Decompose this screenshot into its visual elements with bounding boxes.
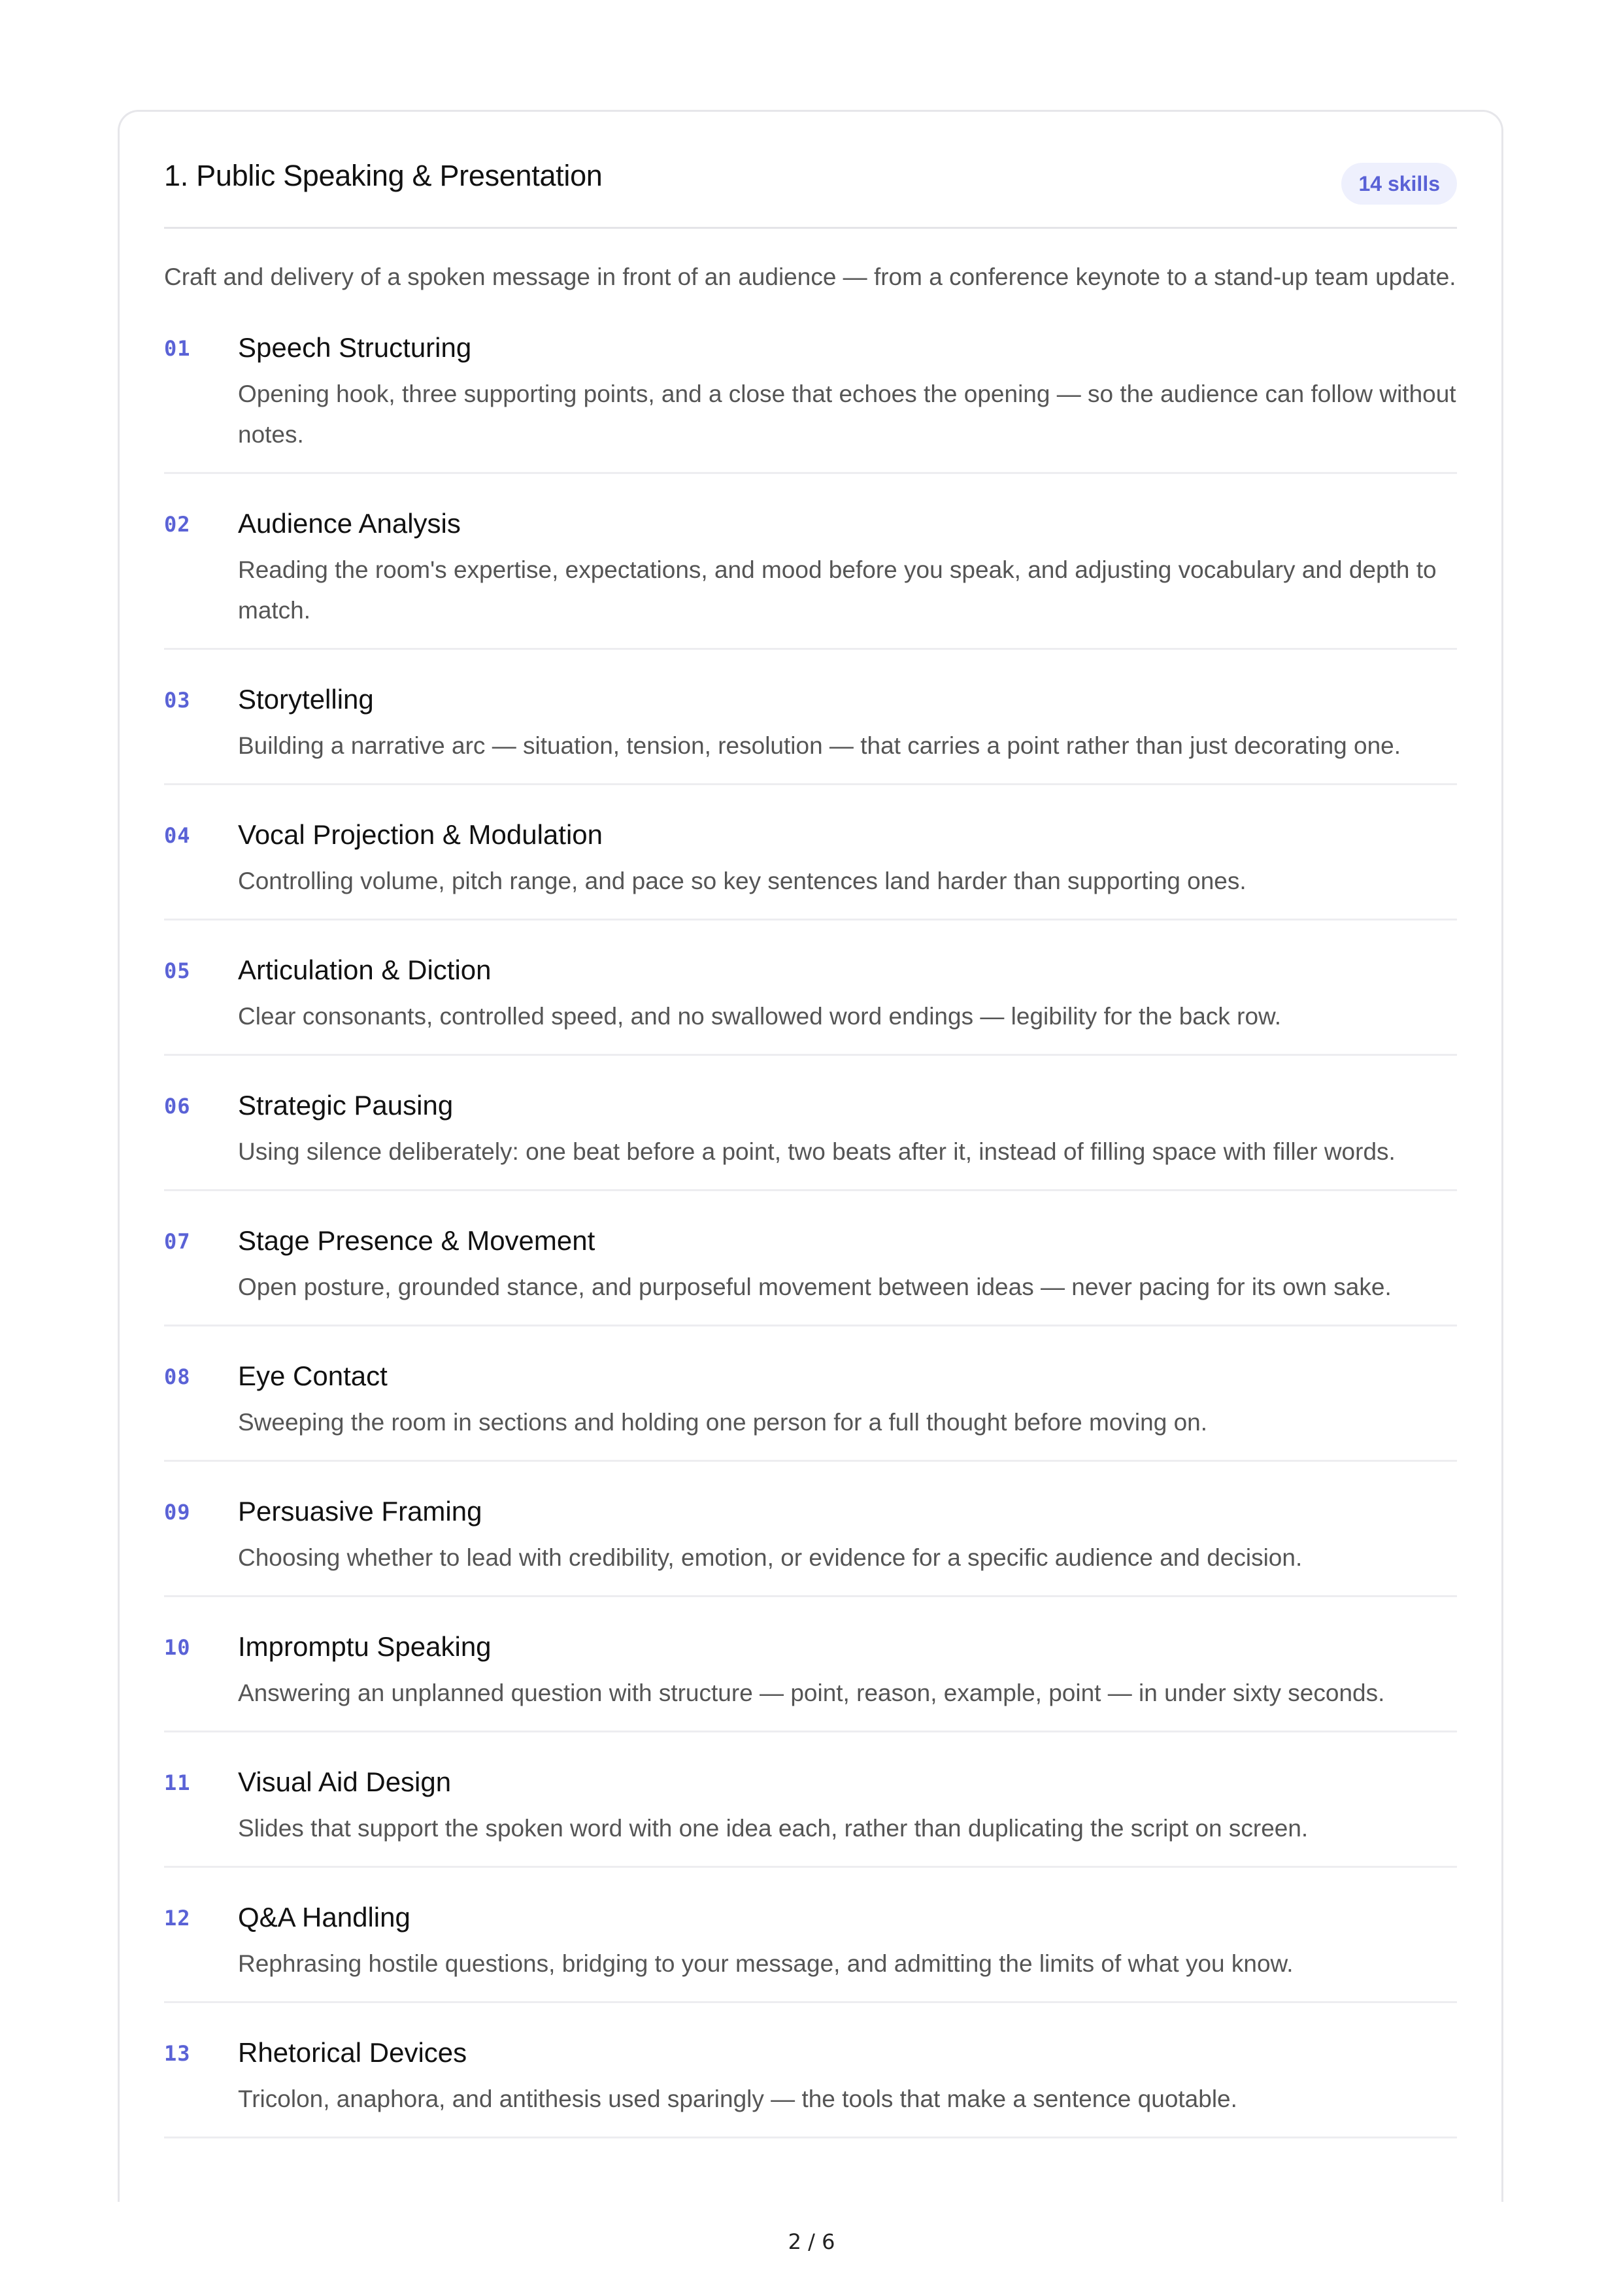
skill-title: Strategic Pausing <box>238 1090 454 1121</box>
skill-description: Slides that support the spoken word with one idea each, rather than duplicating the script on screen. <box>238 1815 1309 1842</box>
page-number: 2 / 6 <box>788 2229 835 2254</box>
skill-number: 05 <box>164 958 191 983</box>
skill-item <box>164 1326 1457 1462</box>
skill-description: Answering an unplanned question with structure — point, reason, example, point — in under sixty seconds. <box>238 1680 1385 1706</box>
section-title: 1. Public Speaking & Presentation <box>164 159 603 192</box>
skill-title: Persuasive Framing <box>238 1496 482 1527</box>
skill-item <box>164 920 1457 1056</box>
section-card-content <box>164 112 1457 2138</box>
skill-item <box>164 650 1457 785</box>
skill-title: Storytelling <box>238 684 374 715</box>
skill-description: Clear consonants, controlled speed, and no swallowed word endings — legibility for the back row. <box>238 1003 1282 1030</box>
skill-title: Vocal Projection & Modulation <box>238 819 603 850</box>
skill-description: Sweeping the room in sections and holding one person for a full thought before moving on. <box>238 1409 1208 1436</box>
skill-item <box>164 1868 1457 2003</box>
skill-number: 01 <box>164 336 191 361</box>
skill-description: Opening hook, three supporting points, and a close that echoes the opening — so the audience can follow without notes. <box>238 380 1456 448</box>
skill-title: Q&A Handling <box>238 1902 410 1933</box>
skill-title: Eye Contact <box>238 1360 388 1391</box>
section-card <box>118 110 1503 2202</box>
skill-description: Rephrasing hostile questions, bridging to your message, and admitting the limits of what you know. <box>238 1950 1294 1977</box>
skill-number: 04 <box>164 823 191 848</box>
skill-item <box>164 785 1457 920</box>
skill-description: Reading the room's expertise, expectations, and mood before you speak, and adjusting vocabulary and depth to match. <box>238 556 1437 624</box>
section-intro: Craft and delivery of a spoken message in front of an audience — from a conference keynote to a stand-up team update. <box>164 263 1456 290</box>
skill-description: Choosing whether to lead with credibility, emotion, or evidence for a specific audience and decision. <box>238 1544 1303 1571</box>
skill-item <box>164 1732 1457 1868</box>
skill-title: Articulation & Diction <box>238 954 492 985</box>
skill-title: Speech Structuring <box>238 332 472 363</box>
skill-number: 06 <box>164 1094 191 1119</box>
skill-item <box>164 2003 1457 2138</box>
section-header <box>164 112 1457 229</box>
skill-item <box>164 1191 1457 1326</box>
skill-description: Using silence deliberately: one beat before a point, two beats after it, instead of filling space with filler words. <box>238 1138 1396 1165</box>
skill-description: Building a narrative arc — situation, tension, resolution — that carries a point rather than just decorating one. <box>238 732 1401 759</box>
skill-description: Tricolon, anaphora, and antithesis used sparingly — the tools that make a sentence quotable. <box>238 2085 1237 2112</box>
skill-title: Stage Presence & Movement <box>238 1225 595 1256</box>
skill-title: Visual Aid Design <box>238 1766 452 1797</box>
skills-count-badge: 14 skills <box>1341 163 1457 205</box>
skill-description: Controlling volume, pitch range, and pace so key sentences land harder than supporting ones. <box>238 868 1247 894</box>
skill-title: Impromptu Speaking <box>238 1631 492 1662</box>
skill-description: Open posture, grounded stance, and purposeful movement between ideas — never pacing for its own sake. <box>238 1274 1392 1300</box>
skill-item <box>164 1056 1457 1191</box>
skill-number: 10 <box>164 1635 191 1660</box>
skill-item <box>164 474 1457 650</box>
skill-item <box>164 1597 1457 1732</box>
skill-title: Rhetorical Devices <box>238 2037 467 2068</box>
skill-number: 11 <box>164 1770 191 1795</box>
skill-item <box>164 329 1457 474</box>
skill-number: 03 <box>164 688 191 713</box>
skill-number: 02 <box>164 512 191 537</box>
skill-number: 13 <box>164 2041 191 2066</box>
skill-title: Audience Analysis <box>238 508 461 539</box>
skill-item <box>164 1462 1457 1597</box>
skill-number: 07 <box>164 1229 191 1254</box>
skill-number: 09 <box>164 1500 191 1525</box>
skill-number: 12 <box>164 1906 191 1931</box>
skills-list <box>164 329 1457 2138</box>
skill-number: 08 <box>164 1364 191 1389</box>
